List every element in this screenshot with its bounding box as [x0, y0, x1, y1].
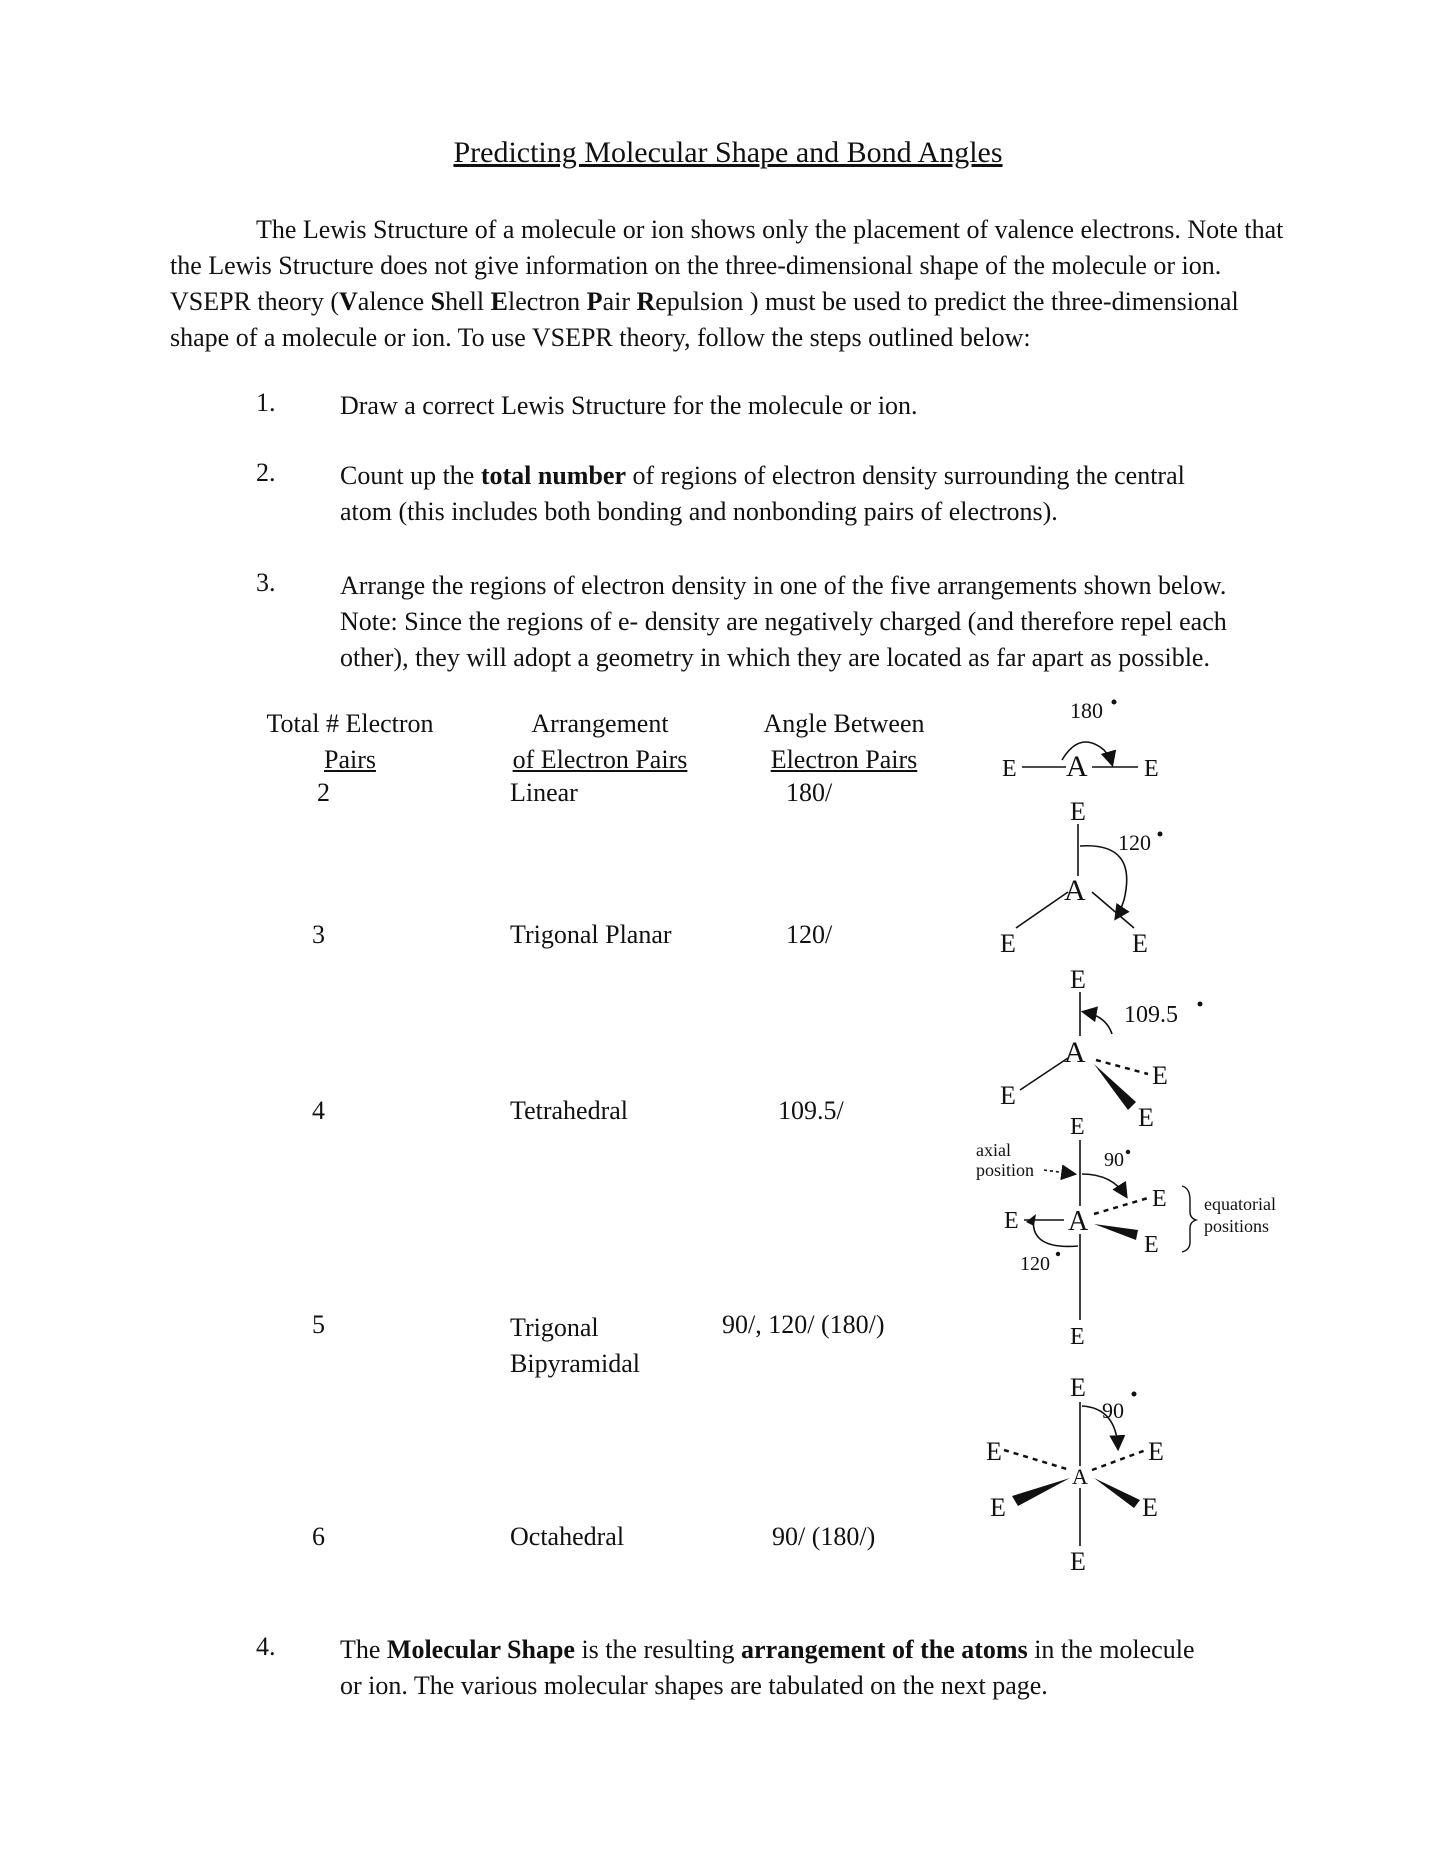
- tbp-equatorial-l1: equatorial: [1204, 1194, 1276, 1214]
- tbp-axial-l2: position: [976, 1160, 1035, 1180]
- tbp-angle-90: 90: [1104, 1149, 1124, 1171]
- td-e-top: E: [1070, 965, 1086, 994]
- tbp-axial-l1: axial: [976, 1140, 1011, 1160]
- row-trigonal-arrangement: Trigonal Planar: [510, 920, 672, 949]
- oct-e-wedge-right: E: [1142, 1493, 1158, 1522]
- octahedral-diagram: [986, 1373, 1164, 1576]
- row-oct-angle: 90/ (180/): [772, 1522, 876, 1551]
- row-tbp-angle: 90/, 120/ (180/): [722, 1310, 885, 1339]
- step-3-number: 3.: [256, 568, 276, 597]
- row-tbp-arrangement: Trigonal Bipyramidal: [510, 1313, 640, 1378]
- td-e-dash: E: [1152, 1061, 1168, 1090]
- intro-line-4: shape of a molecule or ion. To use VSEPR theory, follow the steps outlined below:: [170, 323, 1031, 352]
- tetrahedral-diagram: [1000, 965, 1203, 1132]
- tp-a: A: [1064, 874, 1086, 907]
- row-trigonal-pairs: 3: [312, 920, 325, 949]
- oct-a: A: [1072, 1464, 1088, 1489]
- tbp-equatorial-l2: positions: [1204, 1216, 1270, 1236]
- linear-e-right: E: [1144, 756, 1159, 782]
- row-tetra-angle: 109.5/: [778, 1096, 844, 1125]
- step-2-text: Count up the total number of regions of electron density surrounding the central atom (this includes both bonding and nonbonding pairs of electrons).: [340, 461, 1185, 526]
- tbp-diagram: [976, 1114, 1276, 1350]
- step-3-text: Arrange the regions of electron density in one of the five arrangements shown below. Note: Since the regions of e- density are negatively charged (and therefore repel each other), they will adopt a geometry in which they are located as far apart as possible.: [340, 571, 1227, 672]
- header-arrangement: Arrangement of Electron Pairs: [512, 709, 688, 774]
- step-4-text: The Molecular Shape is the resulting arrangement of the atoms in the molecule or ion. The various molecular shapes are tabulated on the next page.: [340, 1635, 1195, 1700]
- td-a: A: [1064, 1036, 1086, 1069]
- oct-e-dash-left: E: [986, 1437, 1002, 1466]
- td-angle-label: 109.5: [1124, 1002, 1178, 1028]
- linear-diagram: [1002, 698, 1159, 783]
- row-oct-arrangement: Octahedral: [510, 1522, 625, 1551]
- row-linear-pairs: 2: [317, 778, 330, 807]
- trigonal-planar-diagram: [1000, 797, 1163, 958]
- header-angle: Angle Between Electron Pairs: [763, 709, 925, 774]
- tp-e-left: E: [1000, 929, 1016, 958]
- tp-e-right: E: [1132, 929, 1148, 958]
- step-2-number: 2.: [256, 458, 276, 487]
- row-linear-angle: 180/: [786, 778, 833, 807]
- tbp-angle-120: 120: [1020, 1253, 1050, 1275]
- linear-e-left: E: [1002, 756, 1017, 782]
- linear-a: A: [1066, 750, 1088, 783]
- intro-line-3: VSEPR theory (Valence Shell Electron Pair Repulsion ) must be used to predict the three-dimensional: [170, 287, 1239, 316]
- row-linear-arrangement: Linear: [510, 778, 578, 807]
- intro-line-2: the Lewis Structure does not give information on the three-dimensional shape of the molecule or ion.: [170, 251, 1222, 280]
- td-e-left: E: [1000, 1081, 1016, 1110]
- oct-e-bottom: E: [1070, 1547, 1086, 1576]
- page-title: Predicting Molecular Shape and Bond Angles: [453, 136, 1003, 169]
- intro-line-1: The Lewis Structure of a molecule or ion shows only the placement of valence electrons. Note that: [256, 215, 1284, 244]
- tbp-e-left: E: [1004, 1208, 1019, 1234]
- tp-e-top: E: [1070, 797, 1086, 826]
- step-1-number: 1.: [256, 388, 276, 417]
- tbp-e-wedge: E: [1144, 1232, 1159, 1258]
- tbp-e-dash: E: [1152, 1186, 1167, 1212]
- row-oct-pairs: 6: [312, 1522, 325, 1551]
- step-1-text: Draw a correct Lewis Structure for the molecule or ion.: [340, 391, 918, 420]
- row-tbp-pairs: 5: [312, 1310, 325, 1339]
- linear-angle-label: 180: [1070, 698, 1103, 723]
- row-trigonal-angle: 120/: [786, 920, 833, 949]
- tbp-e-top: E: [1070, 1114, 1085, 1140]
- row-tetra-pairs: 4: [312, 1096, 325, 1125]
- oct-angle-label: 90: [1102, 1398, 1124, 1423]
- step-4-number: 4.: [256, 1632, 276, 1661]
- oct-e-wedge-left: E: [990, 1493, 1006, 1522]
- row-tetra-arrangement: Tetrahedral: [510, 1096, 628, 1125]
- tbp-e-bottom: E: [1070, 1324, 1085, 1350]
- header-total-pairs: Total # Electron Pairs: [266, 709, 434, 774]
- oct-e-top: E: [1070, 1373, 1086, 1402]
- tp-angle-label: 120: [1118, 830, 1151, 855]
- oct-e-dash-right: E: [1148, 1437, 1164, 1466]
- tbp-a: A: [1068, 1206, 1089, 1237]
- td-e-wedge: E: [1138, 1103, 1154, 1132]
